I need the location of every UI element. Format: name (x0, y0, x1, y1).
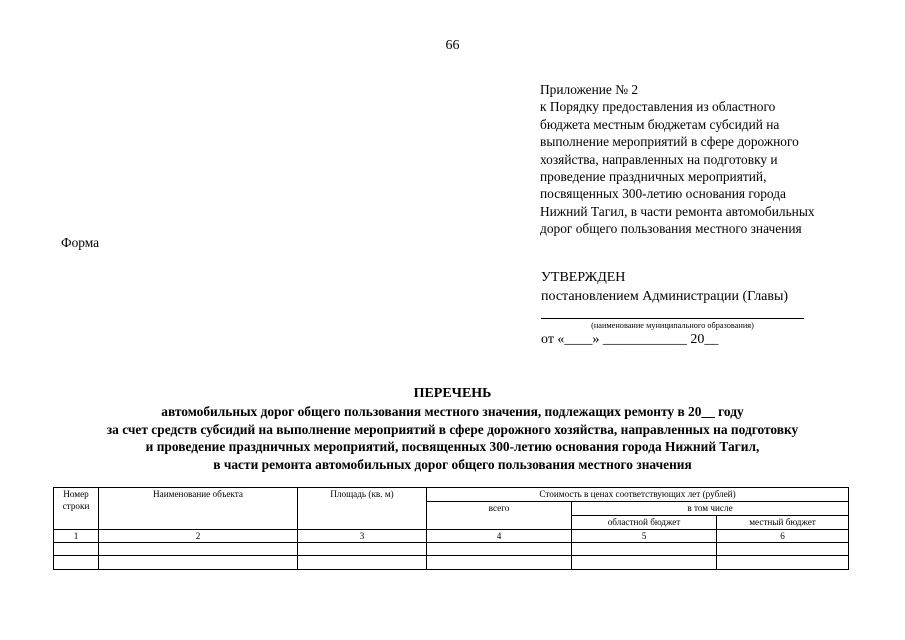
table-row (54, 543, 849, 556)
table-cell (572, 556, 717, 570)
header-total: всего (427, 502, 572, 530)
header-object-name: Наименование объекта (99, 488, 298, 530)
header-local-budget: местный бюджет (717, 516, 849, 530)
header-including: в том числе (572, 502, 849, 516)
document-title: ПЕРЕЧЕНЬ (413, 386, 492, 401)
signature-caption: (наименование муниципального образования) (591, 321, 754, 330)
appendix-line: посвященных 300-летию основания города (540, 186, 786, 202)
column-number: 2 (99, 530, 298, 543)
appendix-line: дорог общего пользования местного значения (540, 221, 802, 237)
header-area: Площадь (кв. м) (298, 488, 427, 530)
table-cell (572, 543, 717, 556)
document-subtitle-line: за счет средств субсидий на выполнение мероприятий в сфере дорожного хозяйства, направленных на подготовку (106, 421, 799, 437)
roads-list-table (53, 487, 849, 570)
approval-by: постановлением Администрации (Главы) (541, 289, 789, 304)
table-cell (99, 543, 298, 556)
appendix-line: Приложение № 2 (540, 82, 639, 97)
column-number: 1 (54, 530, 99, 543)
column-number: 4 (427, 530, 572, 543)
table-cell (717, 556, 849, 570)
form-label: Форма (61, 235, 100, 250)
table-cell (717, 543, 849, 556)
table-cell (54, 556, 99, 570)
table-cell (427, 543, 572, 556)
approval-block (541, 268, 831, 306)
page-number: 66 (445, 38, 460, 53)
header-regional-budget: областной бюджет (572, 516, 717, 530)
appendix-line: выполнение мероприятий в сфере дорожного (540, 134, 799, 150)
column-number: 3 (298, 530, 427, 543)
approval-title: УТВЕРЖДЕН (541, 270, 626, 285)
table-cell (298, 543, 427, 556)
document-subtitle-line: в части ремонта автомобильных дорог общего пользования местного значения (213, 456, 692, 472)
table-cell (99, 556, 298, 570)
column-number: 5 (572, 530, 717, 543)
header-row-number: Номер строки (54, 488, 99, 530)
approval-date-line: от «____» ____________ 20__ (541, 332, 719, 347)
appendix-line: Нижний Тагил, в части ремонта автомобильных (540, 203, 815, 219)
appendix-line: проведение праздничных мероприятий, (540, 169, 767, 185)
document-subtitle-line: автомобильных дорог общего пользования местного значения, подлежащих ремонту в 20__ году (161, 404, 744, 419)
column-number: 6 (717, 530, 849, 543)
appendix-note (540, 81, 870, 238)
appendix-line: хозяйства, направленных на подготовку и (540, 151, 778, 167)
document-subtitle-line: и проведение праздничных мероприятий, посвященных 300-летию основания города Нижний Тагил, (145, 439, 760, 455)
numbering-row (54, 530, 849, 543)
appendix-line: бюджета местным бюджетам субсидий на (540, 116, 780, 132)
table-cell (427, 556, 572, 570)
signature-line (541, 318, 804, 319)
table-row (54, 556, 849, 570)
table-cell (298, 556, 427, 570)
header-cost: Стоимость в ценах соответствующих лет (рублей) (427, 488, 849, 502)
table-cell (54, 543, 99, 556)
appendix-line: к Порядку предоставления из областного (540, 99, 776, 115)
document-heading (0, 385, 905, 473)
